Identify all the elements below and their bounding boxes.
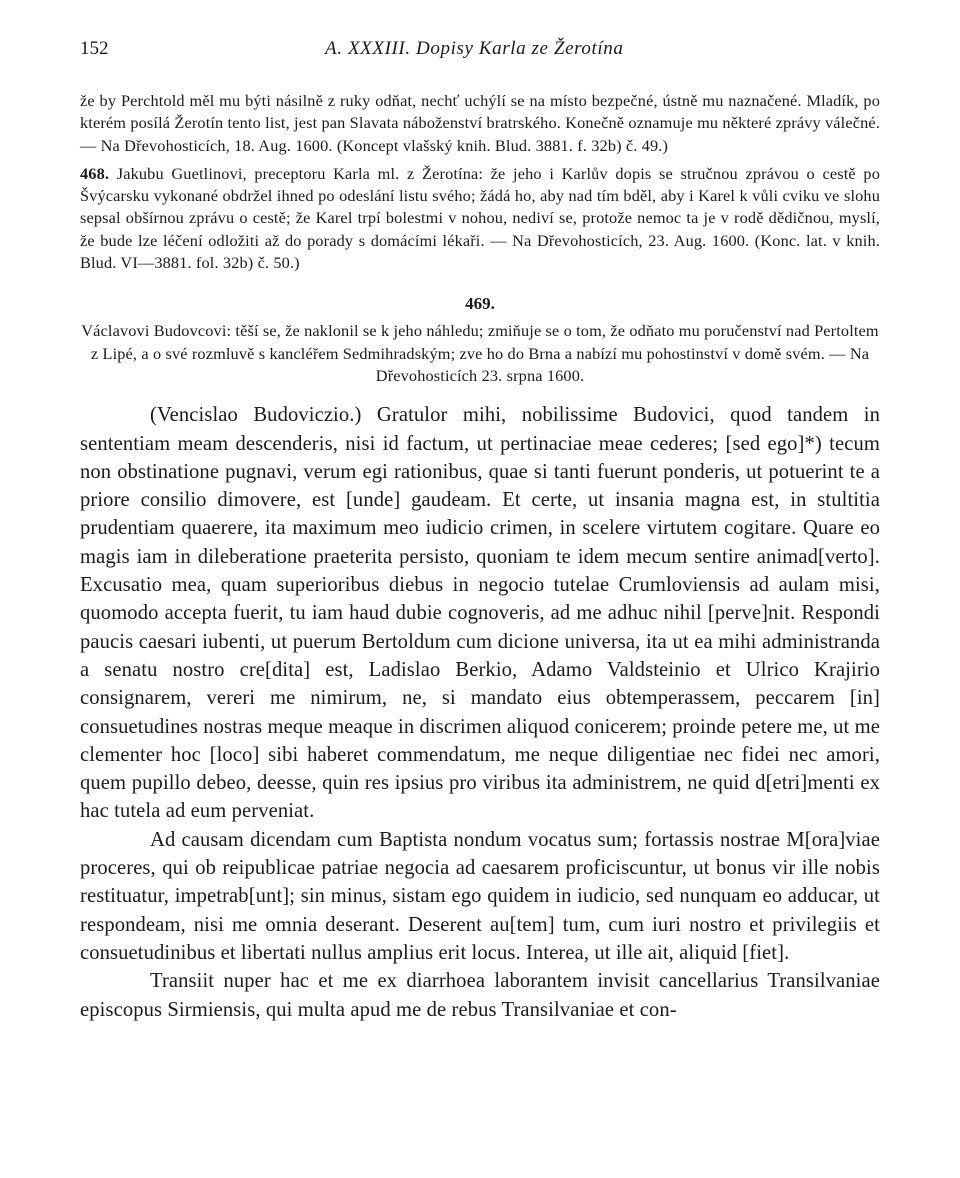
letter-469-body bbox=[80, 401, 880, 1024]
running-head-title: A. XXXIII. Dopisy Karla ze Žerotína bbox=[325, 38, 624, 59]
entry-468-number: 468. bbox=[80, 163, 110, 183]
letter-body-paragraph: Transiit nuper hac et me ex diarrhoea laborantem invisit cancellarius Transilvaniae episcopus Sirmiensis, qui multa apud me de rebus Transilvaniae et con- bbox=[80, 970, 880, 1021]
entry-467-continuation: že by Perchtold měl mu býti násilně z ruky odňat, nechť uchýlí se na místo bezpečné, ústně mu naznačené. Mladík, po kterém posílá Žerotín tento list, jest pan Slavata náboženství bratrského. Konečně oznamuje mu některé zprávy válečné. — Na Dřevohosticích, 18. Aug. 1600. (Koncept vlašský knih. Blud. 3881. f. 32b) č. 49.) bbox=[80, 91, 880, 155]
letter-body-paragraph: Ad causam dicendam cum Baptista nondum vocatus sum; fortassis nostrae M[ora]viae proceres, qui ob reipublicae patriae negocia ad caesarem proficiscuntur, ut bonus vir ille nobis restituatur, impetrab[unt]; sin minus, sistam ego quidem in iudicio, sed nunquam eo adducar, ut respondeam, nisi me omnia deserant. Deserent au[tem] tum, cum iuri nostro et privilegiis et consuetudinibus et libertati nullus amplius erit locus. Interea, ut ille ait, aliquid [fiet]. bbox=[80, 828, 880, 964]
letter-body-paragraph: (Vencislao Budoviczio.) Gratulor mihi, nobilissime Budovici, quod tandem in sententiam meam descenderis, nisi id factum, ut pertinaciae meae cederes; [sed ego]*) tecum non obstinatione pugnavi, verum egi rationibus, quae si tanti fuerunt ponderis, ut potuerint te a priore consilio dimovere, est [unde] gaudeam. Et certe, ut insania magna est, in stultitia prudentiam quaerere, ita maximum meo iudicio crimen, in scelere virtutem cogitare. Quare eo magis iam in dileberatione praeterita persisto, quoniam te idem mecum sentire animad[verto]. Excusatio mea, quam superioribus diebus in negocio tutelae Crumloviensis ad aulam misi, quomodo accepta fuerit, tu iam haud dubie cognoveris, ad me adhuc nihil [perve]nit. Respondi paucis caesari iubenti, ut puerum Bertoldum cum dicione universa, ita ut ea mihi administranda a senatu nostro cre[dita] est, Ladislao Berkio, Adamo Valdsteinio et Ulrico Krajirio consignarem, vereri me nimirum, ne, si mandato eius obtemperassem, peccarem [in] consuetudines nostras meque meaque in discrimen aliquod conicerem; proinde petere me, ut me clementer hoc [loco] sibi haberet commendatum, me neque diligentiae nec fidei nec amori, quem pupillo debeo, deesse, quin res ipsius pro viribus ita administrem, ne quid d[etri]menti ex hac tutela ad eum perveniat. bbox=[80, 404, 880, 823]
running-head bbox=[80, 38, 880, 74]
entry-468 bbox=[80, 163, 880, 274]
letter-469-number: 469. bbox=[465, 294, 495, 314]
letter-469-summary: Václavovi Budovcovi: těší se, že naklonil se k jeho náhledu; zmiňuje se o tom, že odňato mu poručenství nad Pertoltem z Lipé, a o své rozmluvě s kancléřem Sedmihradským; zve ho do Brna a nabízí mu pohostinství v domě svém. — Na Dřevohosticích 23. srpna 1600. bbox=[81, 321, 879, 385]
entry-468-text: Jakubu Guetlinovi, preceptoru Karla ml. z Žerotína: že jeho i Karlův dopis se stručnou zprávou o cestě po Švýcarsku vykonané obdržel ihned po odeslání listu svého; žádá ho, aby nad tím bděl, aby i Karel k vůli cviku ve slohu sepsal obšírnou zprávu o cestě; že Karel trpí bolestmi v nohou, nediví se, protože nemoc ta je v rodě dědičnou, myslí, že bude lze léčení odložiti až do porady s domácími lékaři. — Na Dřevohosticích, 23. Aug. 1600. (Konc. lat. v knih. Blud. VI—3881. fol. 32b) č. 50.) bbox=[80, 163, 880, 273]
page-number: 152 bbox=[80, 38, 109, 59]
